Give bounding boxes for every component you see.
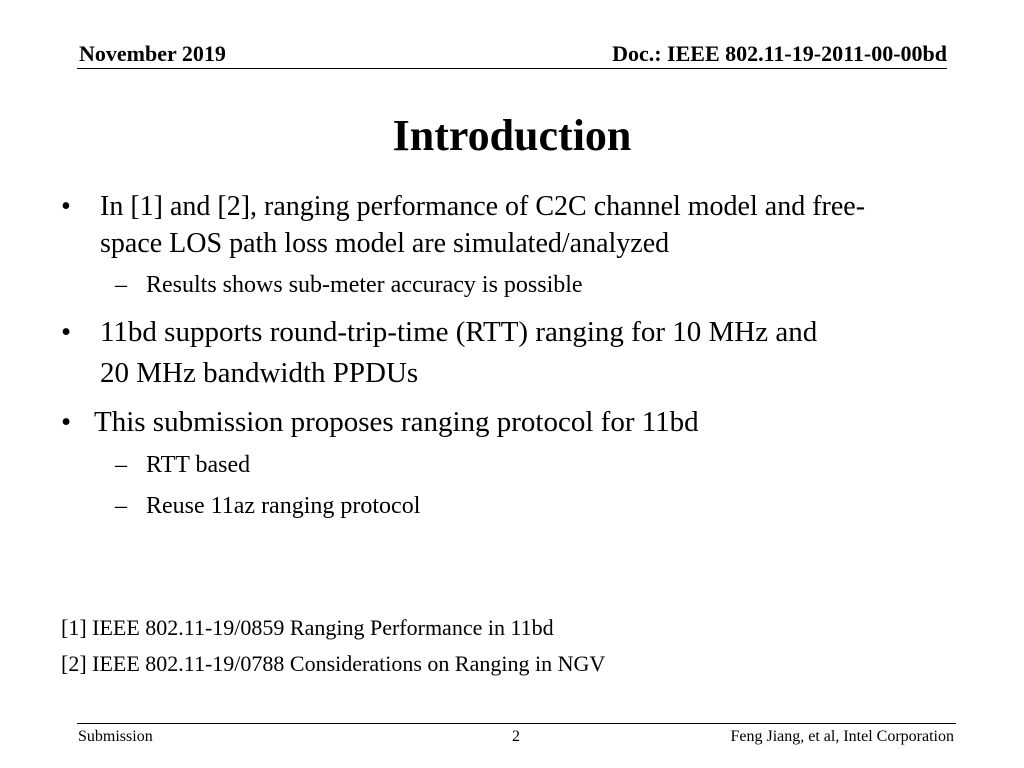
bullet-1-line-1: In [1] and [2], ranging performance of C2C channel model and free- <box>100 191 866 222</box>
bullet-3-sub-1-marker: – <box>115 452 127 478</box>
bullet-3-sub-1-text: RTT based <box>146 452 251 478</box>
bullet-2-line-1: 11bd supports round-trip-time (RTT) ranging for 10 MHz and <box>100 316 818 348</box>
bullet-1-sub-1-marker: – <box>115 272 127 298</box>
reference-1: [1] IEEE 802.11-19/0859 Ranging Performance in 11bd <box>61 615 554 640</box>
bullet-3-line-1: This submission proposes ranging protocol for 11bd <box>94 406 699 438</box>
bullet-1-line-2: space LOS path loss model are simulated/analyzed <box>100 228 670 259</box>
bullet-1-marker: • <box>61 191 71 222</box>
bullet-3-sub-2-marker: – <box>115 493 127 519</box>
bullet-2-line-2: 20 MHz bandwidth PPDUs <box>100 357 419 389</box>
header-date: November 2019 <box>79 41 226 66</box>
footer-author: Feng Jiang, et al, Intel Corporation <box>730 728 954 745</box>
footer-divider <box>77 723 956 724</box>
footer-page-number: 2 <box>512 728 520 745</box>
slide-title: Introduction <box>392 111 632 160</box>
header-divider <box>77 68 947 69</box>
header-doc-id: Doc.: IEEE 802.11-19-2011-00-00bd <box>612 41 947 66</box>
footer-submission: Submission <box>78 728 153 745</box>
bullet-1-sub-1-text: Results shows sub-meter accuracy is possible <box>146 272 583 298</box>
bullet-3-marker: • <box>61 406 72 438</box>
bullet-2-marker: • <box>61 316 72 348</box>
bullet-3-sub-2-text: Reuse 11az ranging protocol <box>146 493 421 519</box>
reference-2: [2] IEEE 802.11-19/0788 Considerations on Ranging in NGV <box>61 651 606 676</box>
